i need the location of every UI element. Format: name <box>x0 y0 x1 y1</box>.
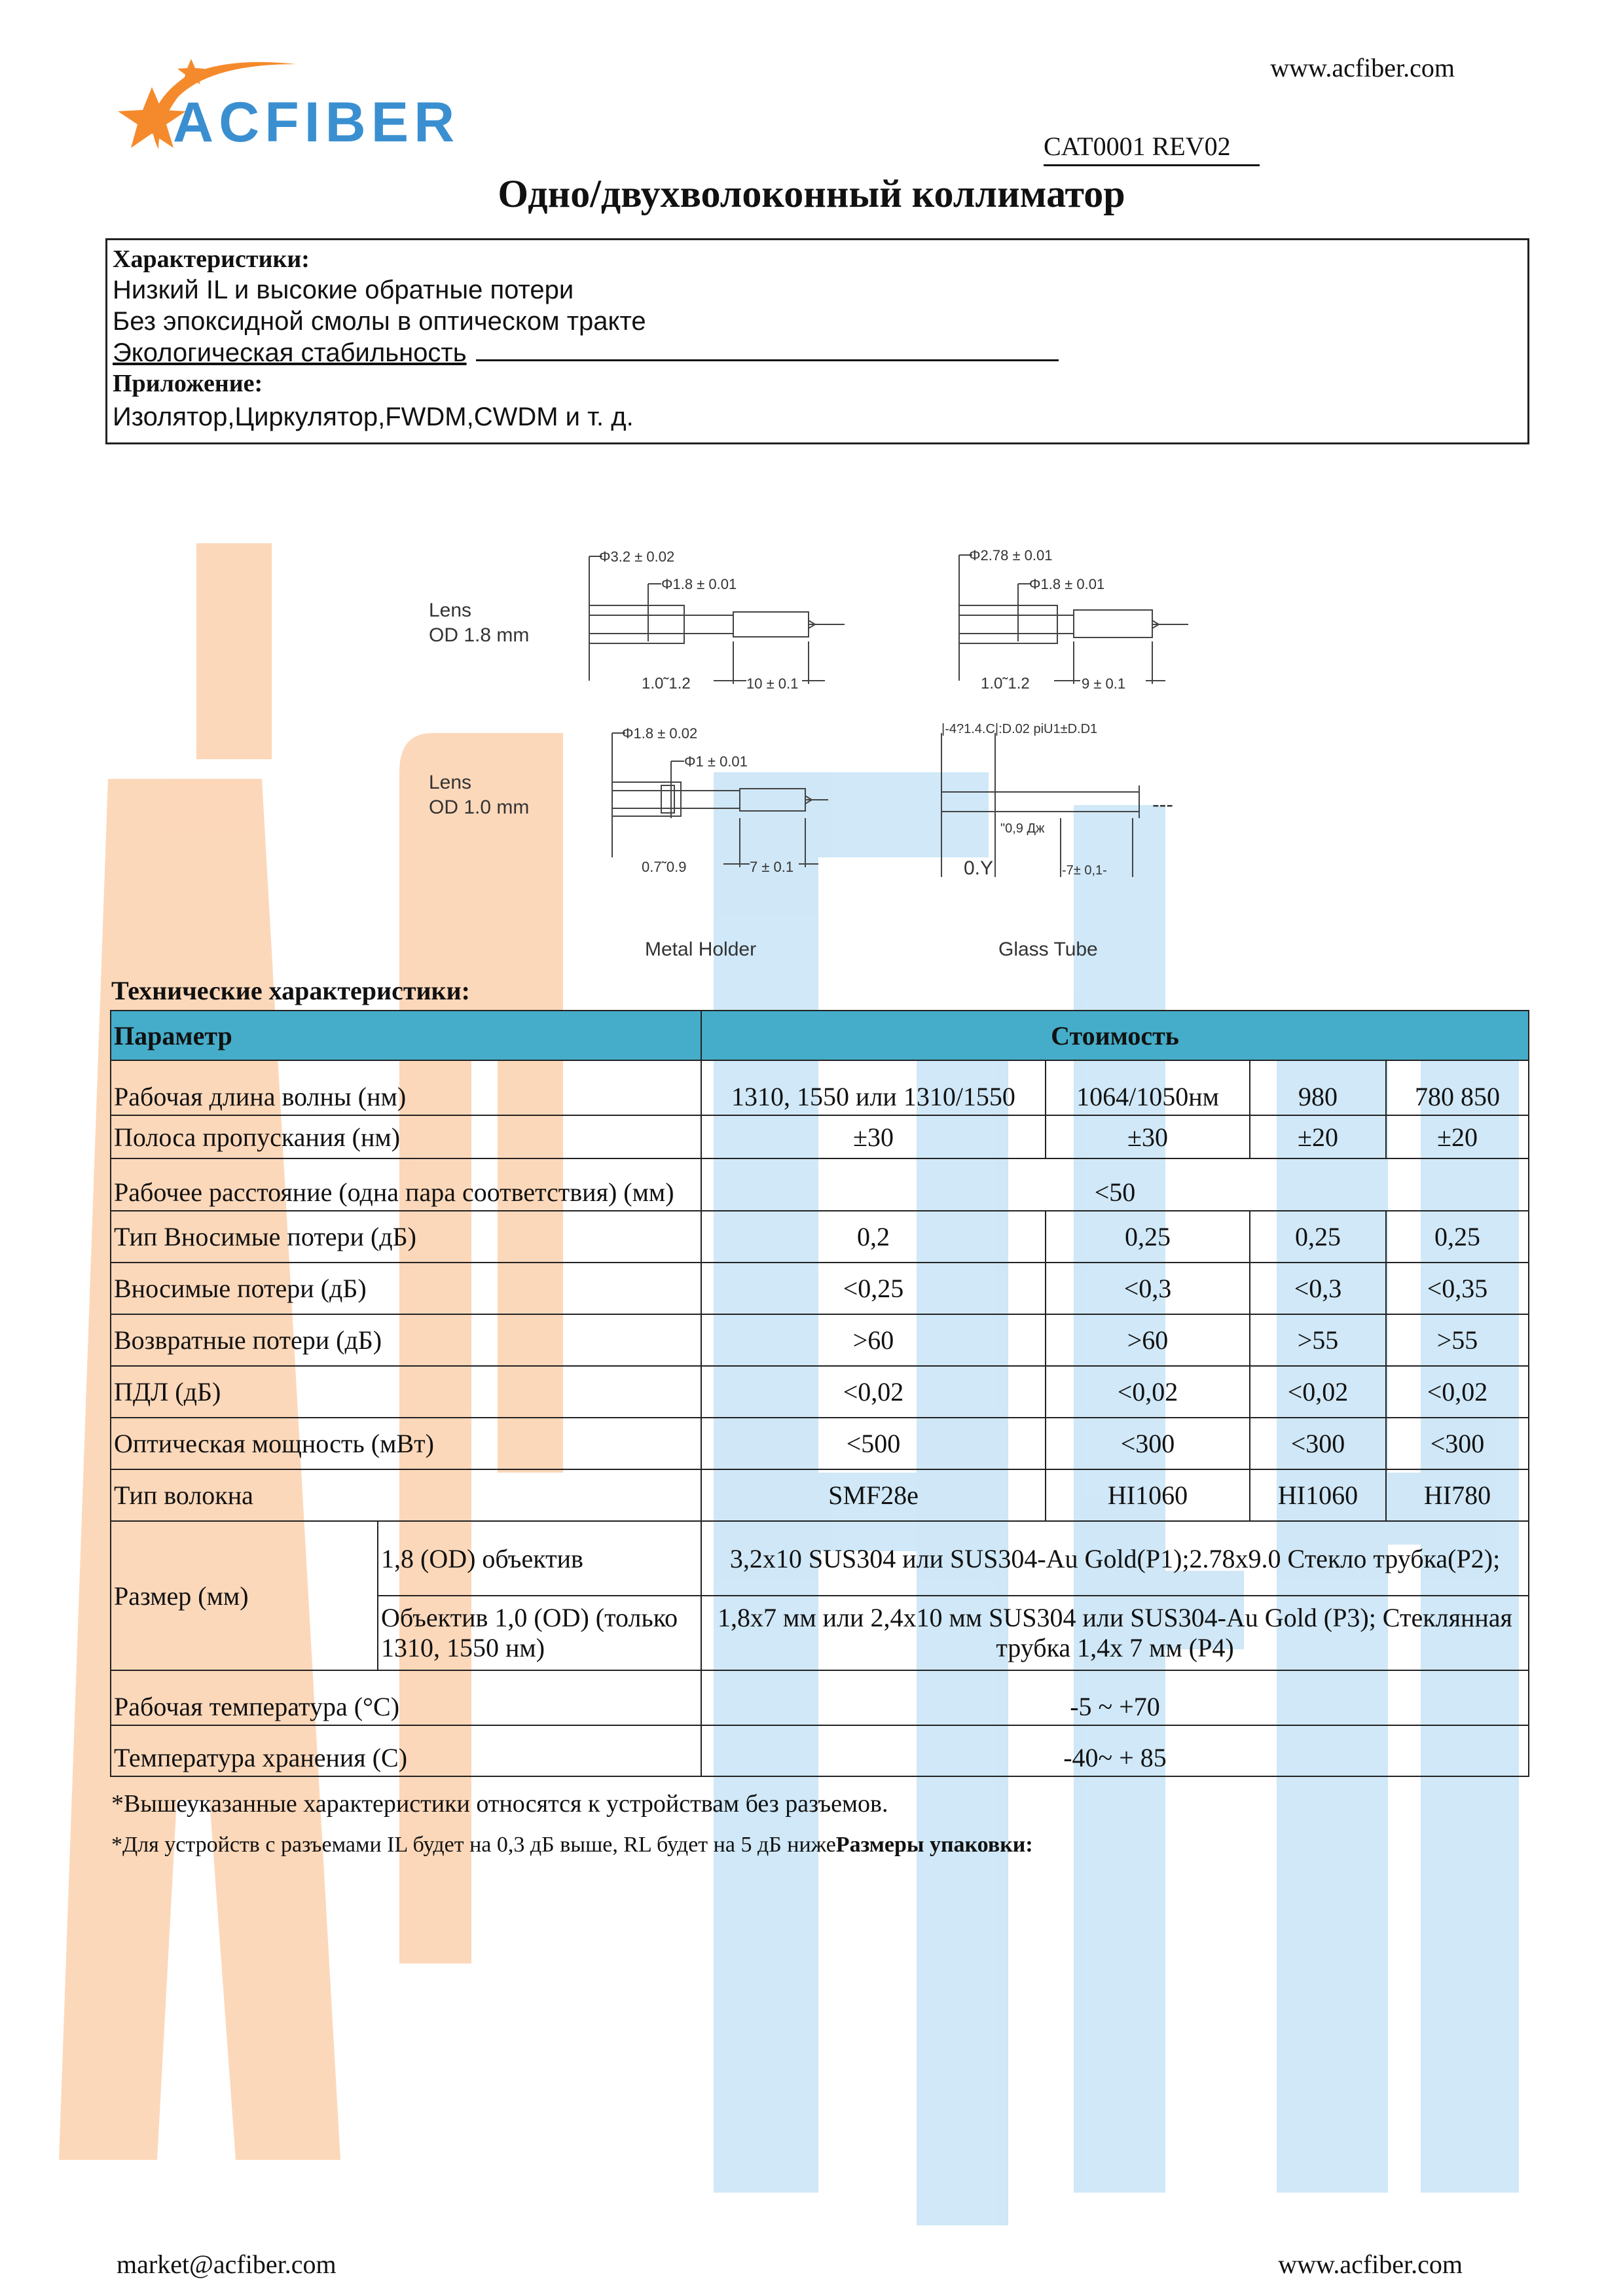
svg-text:ACFIBER: ACFIBER <box>173 91 460 154</box>
svg-text:---: --- <box>1152 793 1173 816</box>
svg-text:1.0˜1.2: 1.0˜1.2 <box>981 675 1030 692</box>
features-box <box>105 238 1529 444</box>
page-title: Одно/двухволоконный коллиматор <box>498 172 1125 215</box>
application-heading: Приложение: <box>113 370 263 397</box>
svg-text:Φ1.8 ± 0.01: Φ1.8 ± 0.01 <box>661 576 737 592</box>
spec-table <box>110 1010 1529 1777</box>
svg-text:OD 1.0 mm: OD 1.0 mm <box>429 797 530 818</box>
svg-text:Φ2.78 ± 0.01: Φ2.78 ± 0.01 <box>969 547 1053 564</box>
feature-item: Без эпоксидной смолы в оптическом тракте <box>113 307 646 336</box>
features-heading: Характеристики: <box>113 245 310 273</box>
note-connectorless: *Вышеуказанные характеристики относятся к устройствам без разъемов. <box>111 1790 888 1818</box>
table-row: Вносимые потери (дБ) <0,25 <0,3 <0,3 <0,35 <box>111 1263 1529 1314</box>
svg-text:-7± 0,1-: -7± 0,1- <box>1062 863 1107 878</box>
feature-item: Низкий IL и высокие обратные потери <box>113 276 574 304</box>
table-row: Полоса пропускания (нм) ±30 ±30 ±20 ±20 <box>111 1115 1529 1158</box>
svg-text:Φ1.8 ± 0.01: Φ1.8 ± 0.01 <box>1029 576 1105 592</box>
header-url[interactable]: www.acfiber.com <box>1270 53 1455 82</box>
size-label: Размер (мм) <box>111 1521 378 1670</box>
svg-text:Lens: Lens <box>429 600 472 621</box>
svg-text:0.Y: 0.Y <box>964 857 994 879</box>
table-header-row <box>111 1011 1529 1060</box>
table-row: Рабочая длина волны (нм) 1310, 1550 или 1310/1550 1064/1050нм 980 780 850 <box>111 1060 1529 1115</box>
svg-text:OD 1.8 mm: OD 1.8 mm <box>429 624 530 646</box>
collimator-drawings <box>393 511 1244 969</box>
table-row: Возвратные потери (дБ) >60 >60 >55 >55 <box>111 1314 1529 1366</box>
svg-text:Glass Tube: Glass Tube <box>998 939 1098 960</box>
table-row: ПДЛ (дБ) <0,02 <0,02 <0,02 <0,02 <box>111 1366 1529 1418</box>
acfiber-logo <box>113 51 466 162</box>
table-row: Тип Вносимые потери (дБ) 0,2 0,25 0,25 0,25 <box>111 1211 1529 1263</box>
package-size-heading: Размеры упаковки: <box>835 1833 1033 1857</box>
table-row: Оптическая мощность (мВт) <500 <300 <300 <300 <box>111 1418 1529 1469</box>
column-header-value: Стоимость <box>701 1011 1529 1060</box>
column-header-parameter: Параметр <box>111 1011 701 1060</box>
document-id: CAT0001 REV02 <box>1044 131 1260 166</box>
table-row: Рабочее расстояние (одна пара соответствия) (мм) <50 <box>111 1158 1529 1211</box>
application-text: Изолятор,Циркулятор,FWDM,CWDM и т. д. <box>113 403 634 431</box>
table-row: Температура хранения (C) -40~ + 85 <box>111 1725 1529 1776</box>
svg-text:"0,9 Дж: "0,9 Дж <box>1000 821 1045 836</box>
feature-item: Экологическая стабильность <box>113 338 467 367</box>
svg-text:1.0˜1.2: 1.0˜1.2 <box>642 675 691 692</box>
svg-text:7 ± 0.1: 7 ± 0.1 <box>750 859 794 875</box>
svg-text:Lens: Lens <box>429 772 472 793</box>
underline-rule <box>476 359 1059 361</box>
svg-text:Φ1.8 ± 0.02: Φ1.8 ± 0.02 <box>622 725 698 742</box>
svg-text:Φ3.2 ± 0.02: Φ3.2 ± 0.02 <box>599 548 675 565</box>
note-connector: *Для устройств с разъемами IL будет на 0,3 дБ выше, RL будет на 5 дБ нижеРазмеры упаковки: <box>111 1833 1033 1857</box>
table-row: Тип волокна SMF28e HI1060 HI1060 HI780 <box>111 1469 1529 1521</box>
svg-text:|-4?1.4.C|:D.02 piU1±D.D1: |-4?1.4.C|:D.02 piU1±D.D1 <box>941 722 1098 736</box>
svg-text:Φ1 ± 0.01: Φ1 ± 0.01 <box>684 753 748 770</box>
spec-heading: Технические характеристики: <box>111 976 470 1005</box>
table-row: Объектив 1,0 (OD) (только 1310, 1550 нм) 1,8x7 мм или 2,4x10 мм SUS304 или SUS304-Au Gold (P3); Стеклянная трубка 1,4x 7 мм (P4) <box>111 1596 1529 1670</box>
svg-text:9 ± 0.1: 9 ± 0.1 <box>1082 675 1126 692</box>
footer-email[interactable]: market@acfiber.com <box>117 2250 337 2279</box>
footer-url[interactable]: www.acfiber.com <box>1278 2250 1463 2279</box>
table-row: Рабочая температура (°С) -5 ~ +70 <box>111 1670 1529 1725</box>
svg-text:0.7˜0.9: 0.7˜0.9 <box>642 859 687 875</box>
svg-text:10 ± 0.1: 10 ± 0.1 <box>746 675 799 692</box>
table-row: Размер (мм) 1,8 (OD) объектив 3,2x10 SUS304 или SUS304-Au Gold(P1);2.78x9.0 Стекло трубка(P2); <box>111 1521 1529 1596</box>
svg-text:Metal Holder: Metal Holder <box>645 939 757 960</box>
